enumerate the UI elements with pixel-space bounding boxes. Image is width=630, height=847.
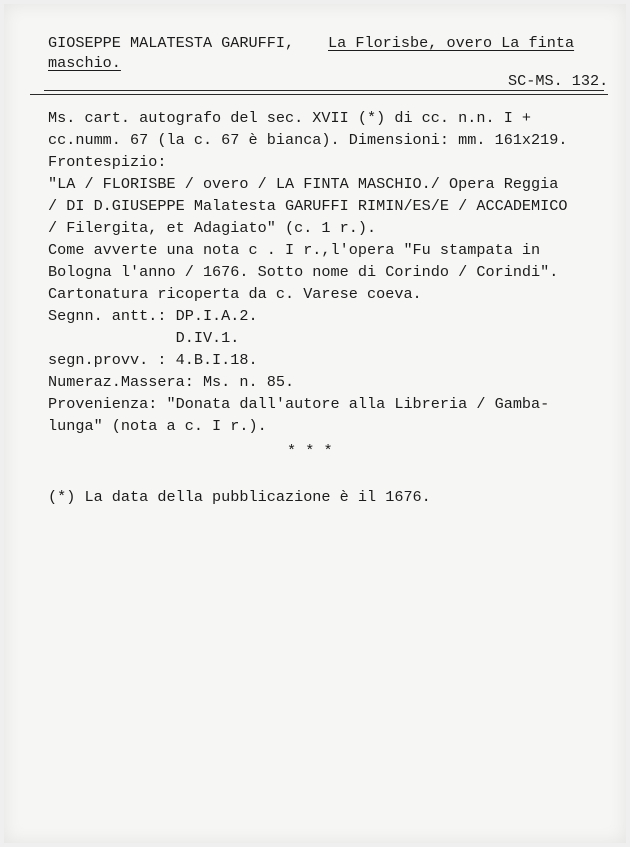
body-line: Segnn. antt.: DP.I.A.2. — [48, 307, 258, 325]
body-line: cc.numm. 67 (la c. 67 è bianca). Dimensioni: mm. 161x219. — [48, 131, 568, 149]
author-name: GIOSEPPE MALATESTA GARUFFI, — [48, 34, 295, 52]
body-line: D.IV.1. — [48, 329, 240, 347]
footnote: (*) La data della pubblicazione è il 1676. — [48, 488, 431, 506]
header-rule-bottom — [30, 94, 608, 95]
body-line: "LA / FLORISBE / overo / LA FINTA MASCHIO./ Opera Reggia — [48, 175, 559, 193]
title-line-1: La Florisbe, overo La finta — [328, 34, 575, 52]
body-line: Provenienza: "Donata dall'autore alla Libreria / Gamba- — [48, 395, 550, 413]
body-line: Ms. cart. autografo del sec. XVII (*) di cc. n.n. I + — [48, 109, 532, 127]
shelfmark: SC-MS. 132. — [508, 72, 609, 90]
section-separator: * * * — [287, 442, 333, 460]
body-line: lunga" (nota a c. I r.). — [48, 417, 267, 435]
body-line: / DI D.GIUSEPPE Malatesta GARUFFI RIMIN/ES/E / ACCADEMICO — [48, 197, 568, 215]
body-line: Numeraz.Massera: Ms. n. 85. — [48, 373, 295, 391]
body-line: Cartonatura ricoperta da c. Varese coeva. — [48, 285, 422, 303]
body-line: segn.provv. : 4.B.I.18. — [48, 351, 258, 369]
body-line: / Filergita, et Adagiato" (c. 1 r.). — [48, 219, 377, 237]
body-line: Frontespizio: — [48, 153, 167, 171]
body-line: Come avverte una nota c . I r.,l'opera "Fu stampata in — [48, 241, 541, 259]
title-line-2: maschio. — [48, 54, 121, 72]
body-line: Bologna l'anno / 1676. Sotto nome di Corindo / Corindi". — [48, 263, 559, 281]
header-rule-top — [44, 90, 604, 91]
